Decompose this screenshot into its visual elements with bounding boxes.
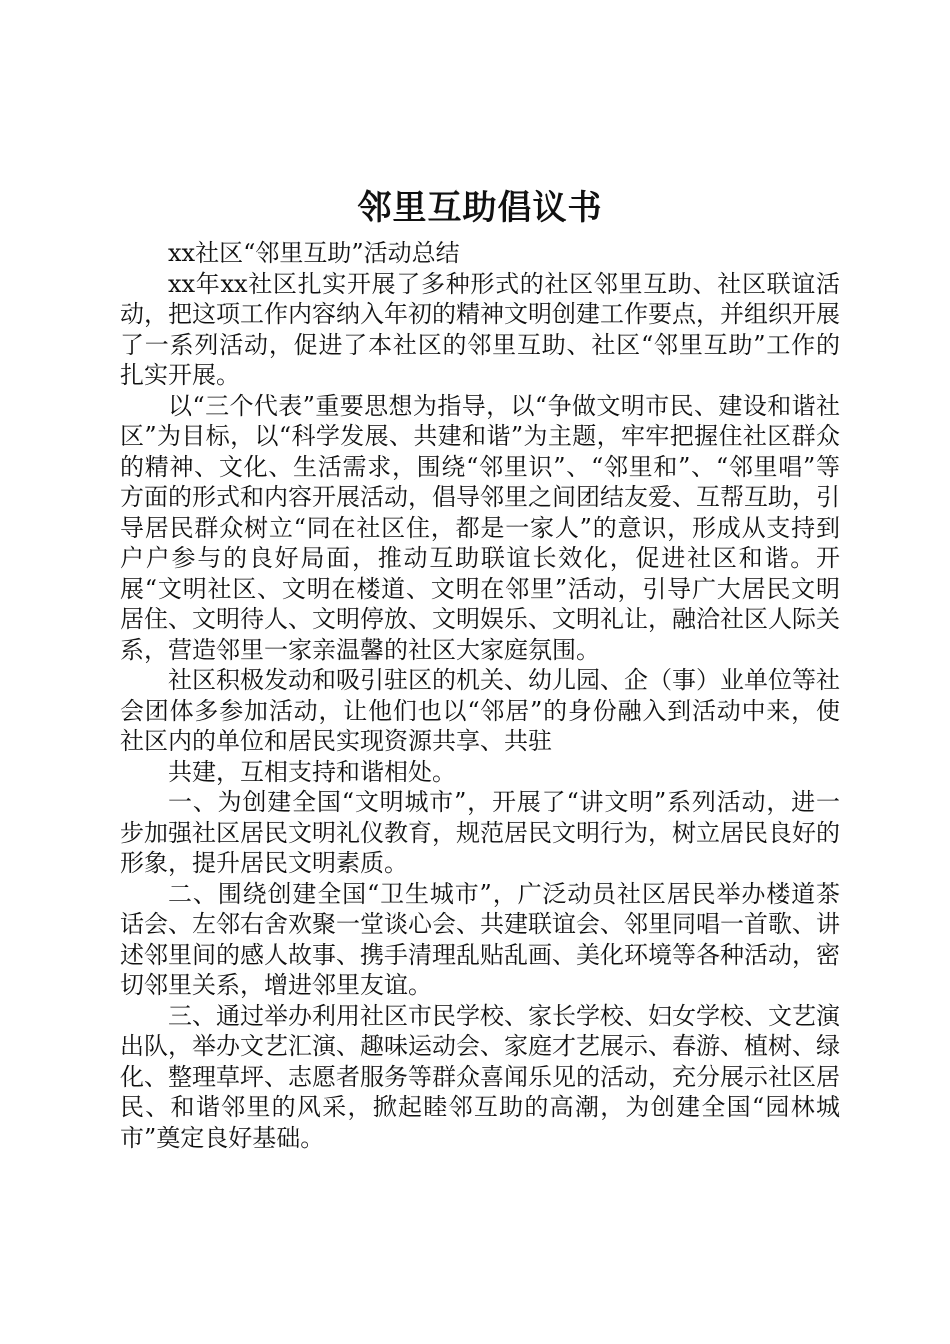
- item-one-paragraph: 一、为创建全国“文明城市”，开展了“讲文明”系列活动，进一步加强社区居民文明礼仪教育，规范居民文明行为，树立居民良好的形象，提升居民文明素质。: [120, 788, 840, 877]
- intro-paragraph: xx年xx社区扎实开展了多种形式的社区邻里互助、社区联谊活动，把这项工作内容纳入年初的精神文明创建工作要点，并组织开展了一系列活动，促进了本社区的邻里互助、社区“邻里互助”工作的扎实开展。: [120, 269, 840, 389]
- item-two-paragraph: 二、围绕创建全国“卫生城市”，广泛动员社区居民举办楼道茶话会、左邻右舍欢聚一堂谈心会、共建联谊会、邻里同唱一首歌、讲述邻里间的感人故事、携手清理乱贴乱画、美化环境等各种活动，密切邻里关系，增进邻里友谊。: [120, 879, 840, 999]
- document-title: 邻里互助倡议书: [357, 188, 603, 228]
- organizations-continued-paragraph: 共建，互相支持和谐相处。: [168, 757, 456, 786]
- organizations-paragraph: 社区积极发动和吸引驻区的机关、幼儿园、企（事）业单位等社会团体多参加活动，让他们也以“邻居”的身份融入到活动中来，使社区内的单位和居民实现资源共享、共驻: [120, 666, 840, 755]
- item-three-paragraph: 三、通过举办利用社区市民学校、家长学校、妇女学校、文艺演出队，举办文艺汇演、趣味运动会、家庭才艺展示、春游、植树、绿化、整理草坪、志愿者服务等群众喜闻乐见的活动，充分展示社区居民、和谐邻里的风采，掀起睦邻互助的高潮，为创建全国“园林城市”奠定良好基础。: [120, 1001, 840, 1152]
- subtitle-paragraph: xx社区“邻里互助”活动总结: [168, 239, 460, 267]
- guiding-principles-paragraph: 以“三个代表”重要思想为指导，以“争做文明市民、建设和谐社区”为目标，以“科学发展、共建和谐”为主题，牢牢把握住社区群众的精神、文化、生活需求，围绕“邻里识”、“邻里和”、“邻里唱”等方面的形式和内容开展活动，倡导邻里之间团结友爱、互帮互助，引导居民群众树立“同在社区住，都是一家人”的意识，形成从支持到户户参与的良好局面，推动互助联谊长效化，促进社区和谐。开展“文明社区、文明在楼道、文明在邻里”活动，引导广大居民文明居住、文明待人、文明停放、文明娱乐、文明礼让，融洽社区人际关系，营造邻里一家亲温馨的社区大家庭氛围。: [120, 391, 840, 664]
- document-body: [120, 184, 840, 1153]
